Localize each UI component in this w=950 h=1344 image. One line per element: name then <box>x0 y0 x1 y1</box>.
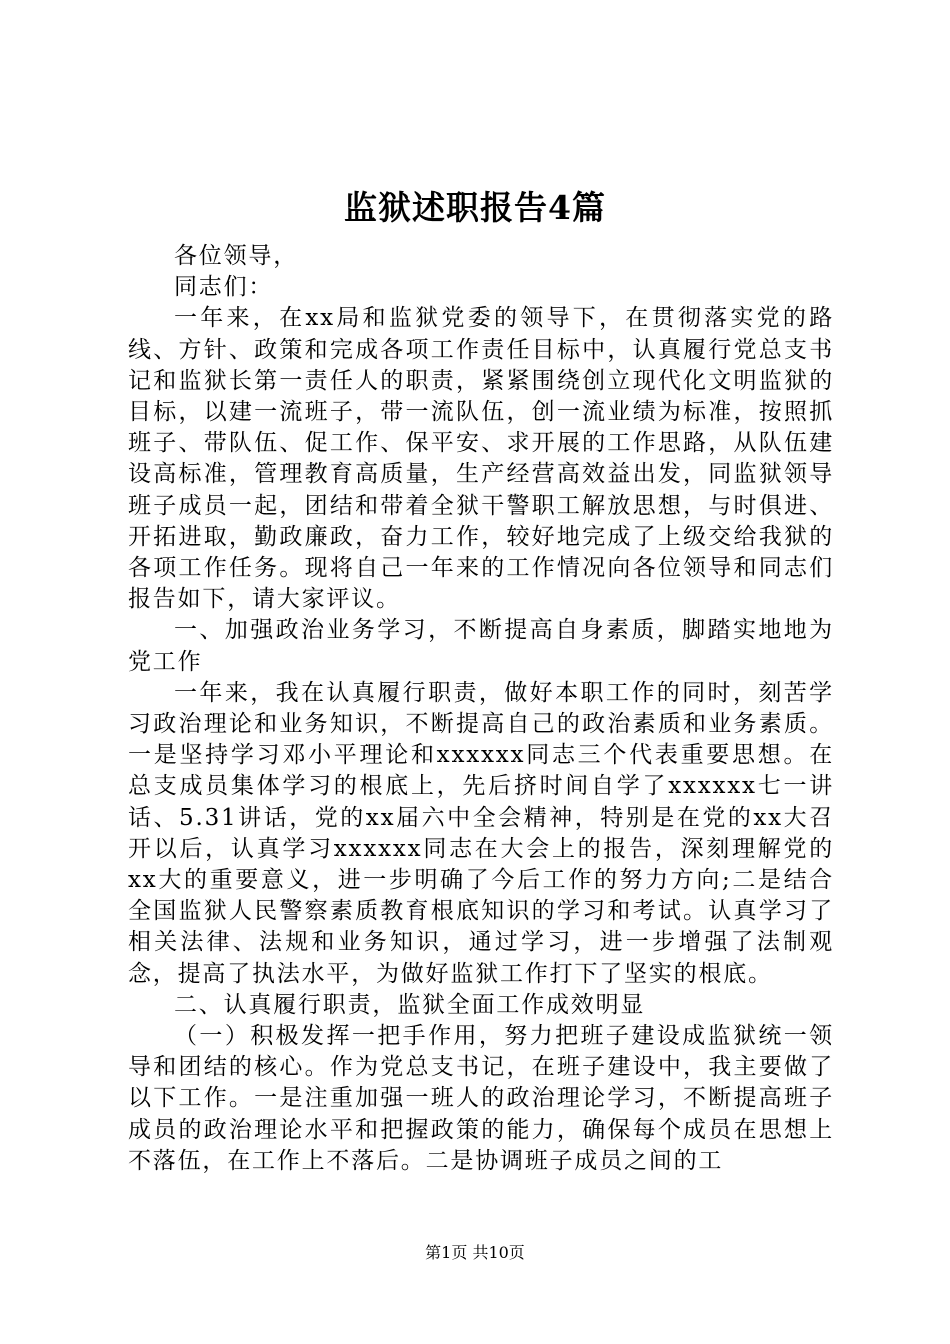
section-heading-2: 二、认真履行职责，监狱全面工作成效明显 <box>174 991 646 1018</box>
intro-paragraph: 一年来，在xx局和监狱党委的领导下，在贯彻落实党的路线、方针、政策和完成各项工作责任目标中，认真履行党总支书记和监狱长第一责任人的职责，紧紧围绕创立现代化文明监狱的目标，以建一流班子，带一流队伍，创一流业绩为标准，按照抓班子、带队伍、促工作、保平安、求开展的工作思路，从队伍建设高标准，管理教育高质量，生产经营高效益出发，同监狱领导班子成员一起，团结和带着全狱干警职工解放思想，与时俱进、开拓进取，勤政廉政，奋力工作，较好地完成了上级交给我狱的各项工作任务。现将自己一年来的工作情况向各位领导和同志们报告如下，请大家评议。 <box>128 305 834 613</box>
page-number-footer: 第1页 共10页 <box>425 1243 525 1262</box>
document-title: 监狱述职报告4篇 <box>344 188 606 227</box>
salutation-leaders: 各位领导， <box>174 243 298 269</box>
section-1-paragraph: 一年来，我在认真履行职责，做好本职工作的同时，刻苦学习政治理论和业务知识，不断提高自己的政治素质和业务素质。一是坚持学习邓小平理论和xxxxxx同志三个代表重要思想。在总支成员集体学习的根底上，先后挤时间自学了xxxxxx七一讲话、5.31讲话，党的xx届六中全会精神，特别是在党的xx大召开以后，认真学习xxxxxx同志在大会上的报告，深刻理解党的xx大的重要意义，进一步明确了今后工作的努力方向;二是结合全国监狱人民警察素质教育根底知识的学习和考试。认真学习了相关法律、法规和业务知识，通过学习，进一步增强了法制观念，提高了执法水平，为做好监狱工作打下了坚实的根底。 <box>128 679 834 987</box>
section-heading-1: 一、加强政治业务学习，不断提高自身素质，脚踏实地地为党工作 <box>128 617 834 675</box>
section-2-paragraph: （一）积极发挥一把手作用，努力把班子建设成监狱统一领导和团结的核心。作为党总支书记，在班子建设中，我主要做了以下工作。一是注重加强一班人的政治理论学习，不断提高班子成员的政治理论水平和把握政策的能力，确保每个成员在思想上不落伍，在工作上不落后。二是协调班子成员之间的工 <box>128 1023 834 1174</box>
salutation-comrades: 同志们： <box>174 274 274 301</box>
document-body <box>128 241 834 1177</box>
